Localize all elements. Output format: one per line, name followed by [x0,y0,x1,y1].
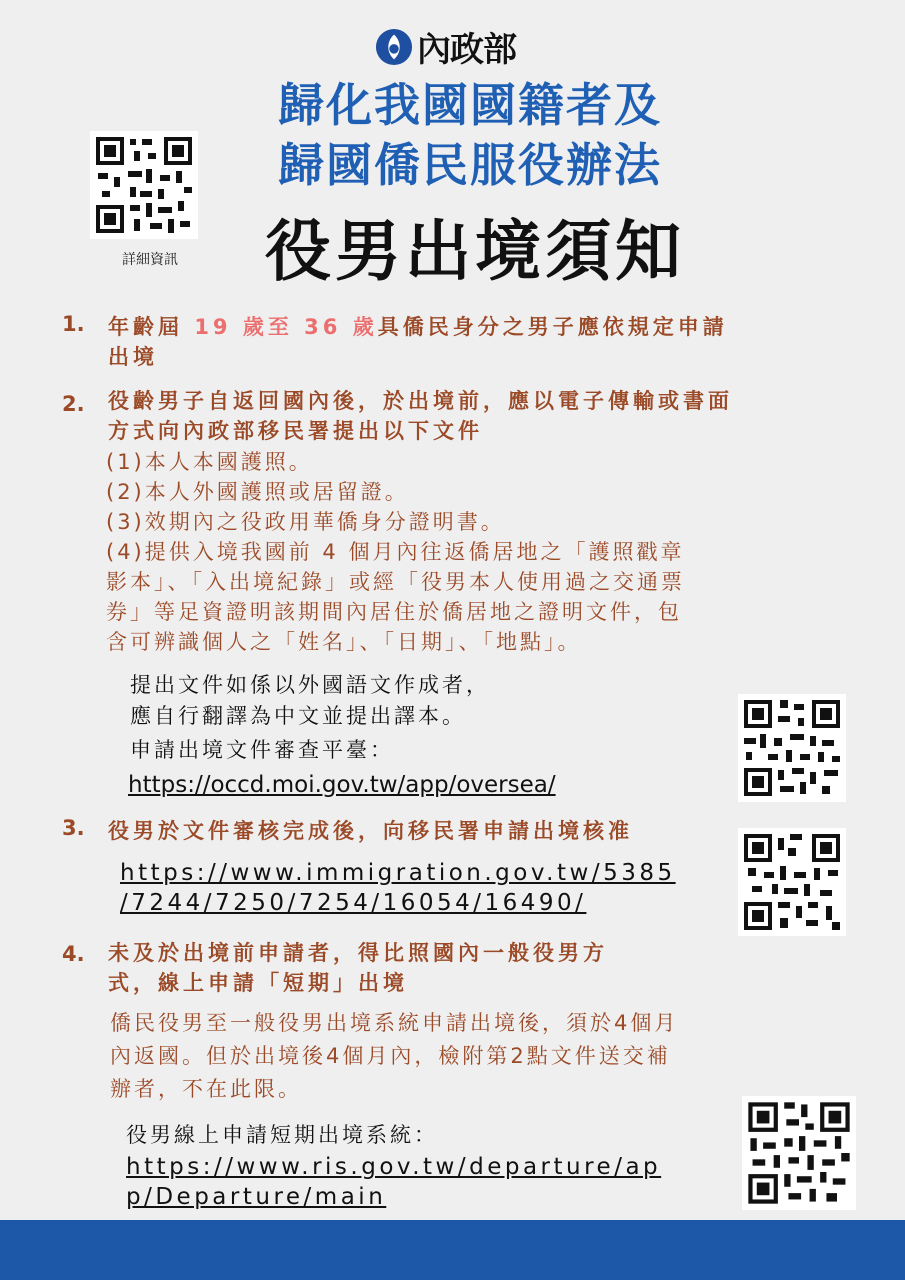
ministry-logo [375,22,516,71]
item-4-body-line3: 辦者，不在此限。 [110,1077,302,1101]
item-4-number: 4. [62,942,85,966]
item-2-heading-line1: 役齡男子自返回國內後，於出境前，應以電子傳輸或書面 [108,389,733,413]
qr-code-immigration[interactable] [738,828,846,936]
item-4-heading-line2: 式，線上申請「短期」出境 [108,971,408,995]
footer-bar [0,1220,905,1280]
item-2-sub-4-line4: 含可辨識個人之「姓名」、「日期」、「地點」。 [106,630,582,654]
item-2-sub-2: (2)本人外國護照或居留證。 [106,480,409,504]
logo-text: 內政部 [417,30,516,70]
item-2-sub-4-line2: 影本」、「入出境紀錄」或經「役男本人使用過之交通票 [106,570,685,594]
qr-caption: 詳細資訊 [122,252,178,268]
item-2-sub-3: (3)效期內之役政用華僑身分證明書。 [106,510,505,534]
platform-link[interactable]: https://occd.moi.gov.tw/app/oversea/ [128,772,556,798]
item-2-heading-line2: 方式向內政部移民署提出以下文件 [108,419,483,443]
item-4-body-line2: 內返國。但於出境後4個月內，檢附第2點文件送交補 [110,1044,671,1068]
ministry-emblem-icon [375,28,413,66]
translation-note-line1: 提出文件如係以外國語文作成者， [130,673,490,697]
item-2-sub-1: (1)本人本國護照。 [106,450,313,474]
item-1-heading-post: 具僑民身分之男子應依規定申請 [377,315,728,339]
qr-code-short-term[interactable] [742,1096,856,1210]
item-4-body-line1: 僑民役男至一般役男出境系統申請出境後，須於4個月 [110,1011,679,1035]
item-3-number: 3. [62,816,85,840]
item-2-number: 2. [62,392,85,416]
short-term-system-label: 役男線上申請短期出境系統： [126,1123,438,1147]
short-term-link-line2[interactable]: p/Departure/main [126,1184,387,1210]
item-2-sub-4-line1: (4)提供入境我國前 4 個月內往返僑居地之「護照戳章 [106,540,685,564]
item-1-heading-pre: 年齡屆 [108,315,195,339]
qr-code-platform[interactable] [738,694,846,802]
item-1-age-range: 19 歲至 36 歲 [194,315,378,339]
item-1-number: 1. [62,312,85,336]
item-1-heading [108,312,848,342]
item-1-heading-line2: 出境 [108,345,158,369]
title-line-1: 歸化我國國籍者及 [278,78,662,132]
platform-label: 申請出境文件審查平臺： [130,738,394,762]
item-2-sub-4-line3: 券」等足資證明該期間內居住於僑居地之證明文件，包 [106,600,682,624]
title-line-2: 歸國僑民服役辦法 [278,138,662,192]
qr-code-details[interactable] [90,131,198,239]
short-term-link-line1[interactable]: https://www.ris.gov.tw/departure/ap [126,1154,662,1180]
page-title: 役男出境須知 [265,213,685,290]
item-4-heading-line1: 未及於出境前申請者，得比照國內一般役男方 [108,941,608,965]
immigration-link-line1[interactable]: https://www.immigration.gov.tw/5385 [120,860,676,886]
item-3-heading: 役男於文件審核完成後，向移民署申請出境核准 [108,819,633,843]
translation-note-line2: 應自行翻譯為中文並提出譯本。 [130,704,466,728]
immigration-link-line2[interactable]: /7244/7250/7254/16054/16490/ [120,890,587,916]
